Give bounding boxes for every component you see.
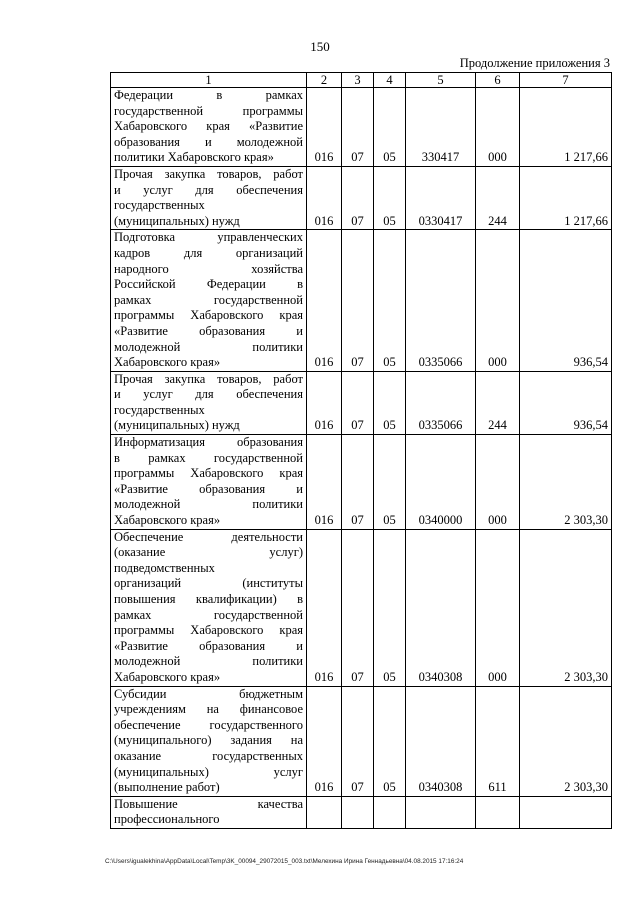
item-name-line: (муниципальных) нужд xyxy=(114,418,240,433)
item-name-line: «Развитие образования и xyxy=(114,638,303,653)
subsection-code-cell: 05 xyxy=(374,88,406,167)
target-article-cell: 0340308 xyxy=(406,529,476,686)
item-name-line: Информатизация образования xyxy=(114,435,303,450)
table-row xyxy=(111,796,612,828)
section-code-cell: 07 xyxy=(342,88,374,167)
subsection-code-cell: 05 xyxy=(374,230,406,371)
item-name-line: Хабаровского края» xyxy=(114,355,221,370)
target-article-cell: 0335066 xyxy=(406,371,476,434)
item-name-line: образования и молодежной xyxy=(114,134,303,149)
item-name-line: Федерации в рамках xyxy=(114,88,303,102)
subsection-code-cell: 05 xyxy=(374,435,406,530)
item-name-line: Субсидии бюджетным xyxy=(114,686,303,701)
ministry-code-cell: 016 xyxy=(307,166,342,229)
expense-type-cell: 244 xyxy=(476,166,520,229)
item-name-line: государственных xyxy=(114,198,205,213)
budget-table xyxy=(110,72,612,829)
item-name-line: Прочая закупка товаров, работ xyxy=(114,371,303,386)
item-name-line: Прочая закупка товаров, работ xyxy=(114,166,303,181)
amount-cell xyxy=(520,796,612,828)
header-cell: 7 xyxy=(520,73,612,88)
target-article-cell: 0330417 xyxy=(406,166,476,229)
item-name-cell xyxy=(111,686,307,796)
item-name-line: молодежной политики xyxy=(114,339,303,354)
item-name-line: (муниципальных) услуг xyxy=(114,764,303,779)
header-cell: 1 xyxy=(111,73,307,88)
subsection-code-cell: 05 xyxy=(374,371,406,434)
ministry-code-cell: 016 xyxy=(307,686,342,796)
item-name-line: (муниципальных) нужд xyxy=(114,213,240,228)
item-name-cell xyxy=(111,371,307,434)
item-name-line: учреждениям на финансовое xyxy=(114,702,303,717)
section-code-cell xyxy=(342,796,374,828)
ministry-code-cell xyxy=(307,796,342,828)
page-number: 150 xyxy=(310,39,330,54)
continuation-label: Продолжение приложения 3 xyxy=(459,56,610,70)
item-name-line: организаций (институты xyxy=(114,576,303,591)
table-row xyxy=(111,435,612,530)
item-name-line: и услуг для обеспечения xyxy=(114,182,303,197)
item-name-line: Российской Федерации в xyxy=(114,277,303,292)
table-row xyxy=(111,166,612,229)
table-row xyxy=(111,529,612,686)
subsection-code-cell: 05 xyxy=(374,529,406,686)
item-name-line: (оказание услуг) xyxy=(114,545,303,560)
ministry-code-cell: 016 xyxy=(307,88,342,167)
item-name-line: Хабаровского края» xyxy=(114,513,221,528)
subsection-code-cell: 05 xyxy=(374,686,406,796)
section-code-cell: 07 xyxy=(342,435,374,530)
target-article-cell xyxy=(406,796,476,828)
item-name-line: политики Хабаровского края» xyxy=(114,150,274,165)
item-name-line: программы Хабаровского края xyxy=(114,623,303,638)
amount-cell: 1 217,66 xyxy=(520,88,612,167)
item-name-line: «Развитие образования и xyxy=(114,323,303,338)
expense-type-cell xyxy=(476,796,520,828)
item-name-line: оказание государственных xyxy=(114,748,303,763)
section-code-cell: 07 xyxy=(342,529,374,686)
item-name-line: профессионального xyxy=(114,812,220,827)
subsection-code-cell: 05 xyxy=(374,166,406,229)
item-name-line: молодежной политики xyxy=(114,654,303,669)
item-name-cell xyxy=(111,88,307,167)
amount-cell: 1 217,66 xyxy=(520,166,612,229)
item-name-cell xyxy=(111,435,307,530)
ministry-code-cell: 016 xyxy=(307,435,342,530)
item-name-cell xyxy=(111,166,307,229)
item-name-cell xyxy=(111,529,307,686)
item-name-line: подведомственных xyxy=(114,560,215,575)
header-cell: 2 xyxy=(307,73,342,88)
ministry-code-cell: 016 xyxy=(307,371,342,434)
item-name-line: кадров для организаций xyxy=(114,245,303,260)
section-code-cell: 07 xyxy=(342,686,374,796)
item-name-line: Подготовка управленческих xyxy=(114,230,303,245)
item-name-cell xyxy=(111,230,307,371)
item-name-line: повышения квалификации) в xyxy=(114,592,303,606)
item-name-line: народного хозяйства xyxy=(114,261,303,276)
expense-type-cell: 000 xyxy=(476,529,520,686)
item-name-line: «Развитие образования и xyxy=(114,481,303,496)
section-code-cell: 07 xyxy=(342,230,374,371)
table-row xyxy=(111,230,612,371)
item-name-line: обеспечение государственного xyxy=(114,717,303,732)
header-cell: 4 xyxy=(374,73,406,88)
target-article-cell: 0335066 xyxy=(406,230,476,371)
subsection-code-cell xyxy=(374,796,406,828)
file-path-footer: C:\Users\igualekhina\AppData\Local\Temp\3K_00094_29072015_003.txt\Мелехина Ирина Геннадьевна\04.08.2015 17:16:24 xyxy=(105,858,464,865)
header-row xyxy=(111,73,612,88)
item-name-line: Хабаровского края «Развитие xyxy=(114,119,303,134)
expense-type-cell: 000 xyxy=(476,230,520,371)
amount-cell: 2 303,30 xyxy=(520,686,612,796)
item-name-line: государственной программы xyxy=(114,103,303,118)
target-article-cell: 330417 xyxy=(406,88,476,167)
header-cell: 3 xyxy=(342,73,374,88)
section-code-cell: 07 xyxy=(342,371,374,434)
item-name-line: рамках государственной xyxy=(114,292,303,307)
item-name-line: молодежной политики xyxy=(114,497,303,512)
expense-type-cell: 611 xyxy=(476,686,520,796)
header-cell: 5 xyxy=(406,73,476,88)
header-cell: 6 xyxy=(476,73,520,88)
item-name-line: (муниципального) задания на xyxy=(114,733,303,748)
section-code-cell: 07 xyxy=(342,166,374,229)
amount-cell: 936,54 xyxy=(520,371,612,434)
target-article-cell: 0340000 xyxy=(406,435,476,530)
item-name-line: и услуг для обеспечения xyxy=(114,387,303,402)
ministry-code-cell: 016 xyxy=(307,230,342,371)
table-row xyxy=(111,686,612,796)
item-name-line: программы Хабаровского края xyxy=(114,308,303,323)
table-row xyxy=(111,88,612,167)
expense-type-cell: 000 xyxy=(476,435,520,530)
item-name-line: рамках государственной xyxy=(114,607,303,622)
item-name-cell xyxy=(111,796,307,828)
item-name-line: (выполнение работ) xyxy=(114,780,220,795)
item-name-line: Хабаровского края» xyxy=(114,669,221,684)
item-name-line: в рамках государственной xyxy=(114,450,303,465)
amount-cell: 2 303,30 xyxy=(520,435,612,530)
item-name-line: государственных xyxy=(114,402,205,417)
expense-type-cell: 000 xyxy=(476,88,520,167)
amount-cell: 936,54 xyxy=(520,230,612,371)
expense-type-cell: 244 xyxy=(476,371,520,434)
item-name-line: Повышение качества xyxy=(114,796,303,811)
item-name-line: программы Хабаровского края xyxy=(114,466,303,481)
table-row xyxy=(111,371,612,434)
target-article-cell: 0340308 xyxy=(406,686,476,796)
item-name-line: Обеспечение деятельности xyxy=(114,529,303,544)
amount-cell: 2 303,30 xyxy=(520,529,612,686)
ministry-code-cell: 016 xyxy=(307,529,342,686)
